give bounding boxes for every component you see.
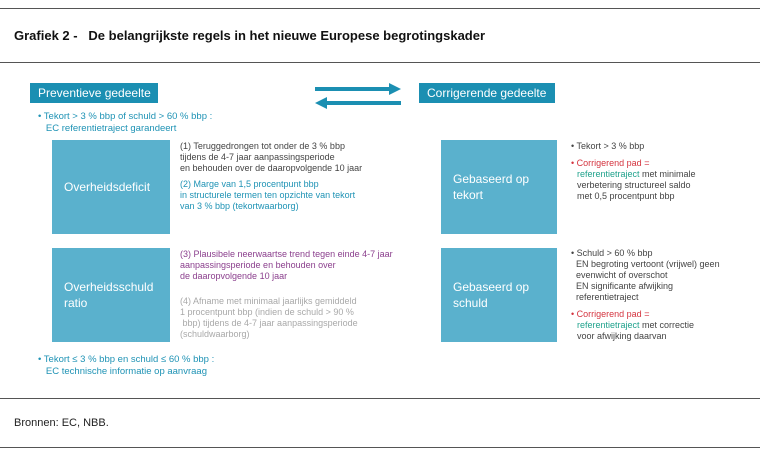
corrective-1-condition: • Tekort > 3 % bbp: [571, 141, 645, 151]
source-rule-top: [0, 398, 760, 399]
box-gebaseerd-op-tekort: Gebaseerd op tekort: [441, 140, 557, 234]
box-overheidsdeficit: Overheidsdeficit: [52, 140, 170, 234]
corrective-2-condition: • Schuld > 60 % bbp EN begroting vertoont (vrijwel) geen evenwicht of overschot EN significante afwijking referentietraject: [571, 248, 720, 302]
rule-2: (2) Marge van 1,5 procentpunt bbp in structurele termen ten opzichte van tekort van 3 % bbp (tekortwaarborg): [180, 179, 356, 211]
preventive-condition-top: • Tekort > 3 % bbp of schuld > 60 % bbp : EC referentietraject garandeert: [38, 111, 213, 134]
corrective-2-path-label: • Corrigerend pad =: [571, 309, 650, 319]
corrective-1-detail-2: verbetering structureel saldo met 0,5 procentpunt bbp: [577, 180, 691, 201]
preventive-header: Preventieve gedeelte: [30, 83, 158, 103]
corrective-2-text: [571, 248, 720, 342]
preventive-condition-bottom: • Tekort ≤ 3 % bbp en schuld ≤ 60 % bbp : EC technische informatie op aanvraag: [38, 354, 215, 377]
corrective-1-text: [571, 141, 696, 202]
corrective-1-detail: met minimale: [639, 169, 696, 179]
corrective-2-detail-2: voor afwijking daarvan: [577, 331, 667, 341]
bidirectional-arrows-icon: [313, 83, 403, 109]
rule-3: (3) Plausibele neerwaartse trend tegen einde 4-7 jaar aanpassingsperiode en behouden over de daaropvolgende 10 jaar: [180, 249, 393, 281]
corrective-1-path-label: • Corrigerend pad =: [571, 158, 650, 168]
corrective-header: Corrigerende gedeelte: [419, 83, 555, 103]
box-gebaseerd-op-schuld: Gebaseerd op schuld: [441, 248, 557, 342]
source-rule-bottom: [0, 447, 760, 448]
title-rule: [0, 62, 760, 63]
corrective-2-reference: referentietraject: [577, 320, 640, 330]
corrective-1-reference: referentietraject: [577, 169, 640, 179]
top-rule: [0, 8, 760, 9]
source-note: Bronnen: EC, NBB.: [14, 417, 109, 429]
figure-title: Grafiek 2 - De belangrijkste regels in het nieuwe Europese begrotingskader: [14, 28, 486, 43]
box-overheidsschuld: Overheidsschuld ratio: [52, 248, 170, 342]
rule-4: (4) Afname met minimaal jaarlijks gemiddeld 1 procentpunt bbp (indien de schuld > 90 % bbp) tijdens de 4-7 jaar aanpassingsperiode (schuldwaarborg): [180, 296, 358, 339]
rule-1: (1) Teruggedrongen tot onder de 3 % bbp tijdens de 4-7 jaar aanpassingsperiode en behouden over de daaropvolgende 10 jaar: [180, 141, 363, 173]
corrective-2-detail: met correctie: [639, 320, 695, 330]
